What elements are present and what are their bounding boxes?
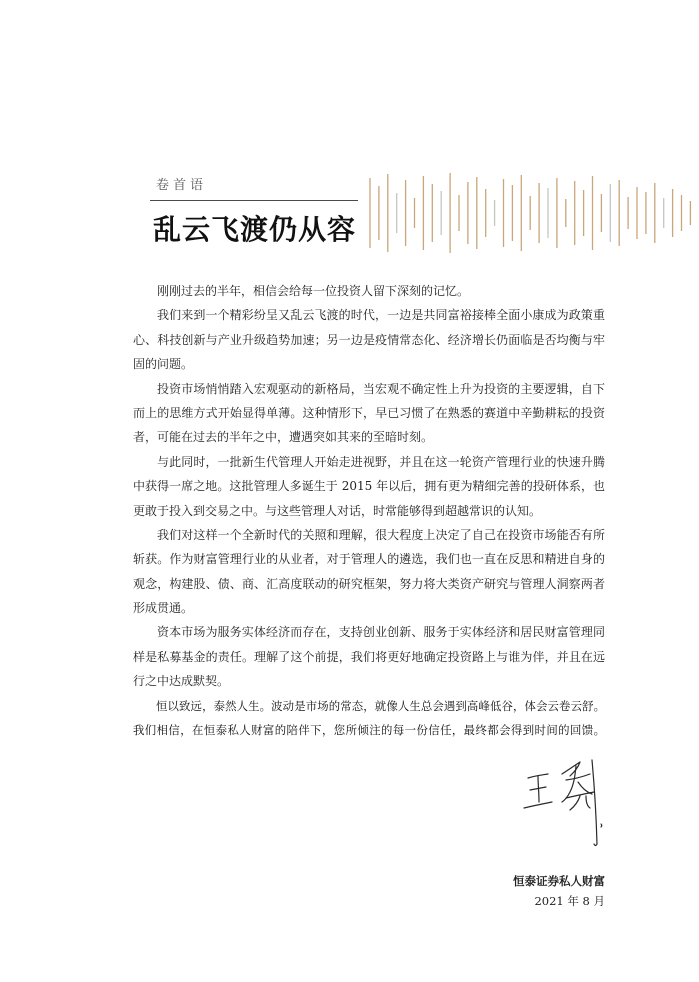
paragraph bbox=[133, 620, 605, 693]
text-line: 资本市场为服务实体经济而存在，支持创业创新、服务于实体经济和居民财富管理同 bbox=[157, 625, 605, 640]
handwritten-signature-icon bbox=[518, 752, 618, 852]
text-line: 样是私募基金的责任。理解了这个前提，我们将更好地确定投资路上与谁为伴，并且在远 bbox=[133, 649, 605, 664]
text-line: 刚刚过去的半年，相信会给每一位投资人留下深刻的记忆。 bbox=[157, 284, 470, 298]
section-label: 卷首语 bbox=[156, 178, 208, 193]
text-line: 投资市场悄悄踏入宏观驱动的新格局，当宏观不确定性上升为投资的主要逻辑，自下 bbox=[157, 381, 605, 396]
paragraph bbox=[133, 303, 605, 376]
text-line: 斩获。作为财富管理行业的从业者，对于管理人的遴选，我们也一直在反思和精进自身的 bbox=[133, 552, 605, 567]
company-name: 恒泰证券私人财富 bbox=[513, 874, 605, 888]
text-line: 我们来到一个精彩纷呈又乱云飞渡的时代，一边是共同富裕接棒全面小康成为政策重 bbox=[157, 308, 605, 323]
decorative-lines bbox=[366, 165, 699, 261]
text-line: 我们相信，在恒泰私人财富的陪伴下，您所倾注的每一份信任，最终都会得到时间的回馈。 bbox=[133, 723, 605, 738]
paragraph bbox=[133, 450, 605, 523]
body-text bbox=[133, 279, 605, 742]
text-line: 固的问题。 bbox=[133, 357, 194, 372]
text-line: 观念，构建股、债、商、汇高度联动的研究框架，努力将大类资产研究与管理人洞察两者 bbox=[133, 576, 605, 591]
text-line: 中获得一席之地。这批管理人多诞生于 2015 年以后，拥有更为精细完善的投研体系，也 bbox=[133, 479, 605, 494]
text-line: 行之中达成默契。 bbox=[133, 674, 230, 689]
paragraph bbox=[133, 694, 605, 743]
paragraph bbox=[133, 523, 605, 621]
paragraph bbox=[133, 377, 605, 450]
text-line: 心、科技创新与产业升级趋势加速；另一边是疫情常态化、经济增长仍面临是否均衡与牢 bbox=[133, 332, 605, 347]
text-line: 更敢于投入到交易之中。与这些管理人对话，时常能够得到超越常识的认知。 bbox=[133, 503, 542, 518]
header-divider bbox=[150, 200, 358, 201]
paragraph bbox=[133, 279, 605, 303]
text-line: 形成贯通。 bbox=[133, 601, 194, 616]
page-title: 乱云飞渡仍从容 bbox=[153, 213, 357, 246]
text-line: 而上的思维方式开始显得单薄。这种情形下，早已习惯了在熟悉的赛道中辛勤耕耘的投资 bbox=[133, 405, 605, 420]
text-line: 者，可能在过去的半年之中，遭遇突如其来的至暗时刻。 bbox=[133, 430, 434, 445]
publish-date: 2021 年 8 月 bbox=[534, 894, 605, 908]
text-line: 恒以致远，泰然人生。波动是市场的常态，就像人生总会遇到高峰低谷，体会云卷云舒。 bbox=[156, 698, 605, 713]
text-line: 与此同时，一批新生代管理人开始走进视野，并且在这一轮资产管理行业的快速升腾 bbox=[157, 454, 605, 469]
text-line: 我们对这样一个全新时代的关照和理解，很大程度上决定了自己在投资市场能否有所 bbox=[157, 527, 605, 542]
